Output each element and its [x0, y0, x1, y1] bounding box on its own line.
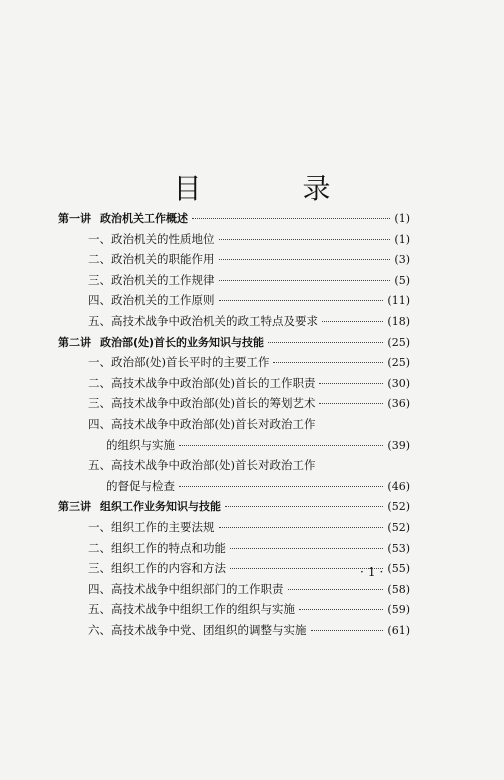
toc-chapter-entry: [58, 210, 410, 231]
toc-page-number: (52): [387, 520, 410, 534]
toc-section-entry: [58, 478, 410, 499]
toc-chapter-title: 政治部(处)首长的业务知识与技能: [100, 335, 265, 349]
toc-section-entry: [58, 622, 410, 643]
toc-entry-title: 二、高技术战争中政治部(处)首长的工作职责: [88, 375, 316, 390]
table-of-contents: [58, 210, 410, 642]
toc-page-number: (1): [394, 212, 410, 225]
toc-entry-title: 五、高技术战争中政治部(处)首长对政治工作: [88, 458, 316, 473]
toc-page-number: (59): [387, 603, 410, 617]
toc-section-entry: [58, 251, 410, 272]
toc-entry-title: 三、政治机关的工作规律: [88, 272, 215, 287]
toc-page-number: (53): [387, 541, 410, 555]
toc-section-entry: [58, 354, 410, 375]
toc-section-entry: [58, 416, 410, 437]
toc-section-entry: [58, 601, 410, 622]
dot-leader: [219, 527, 384, 528]
toc-chapter-title: 组织工作业务知识与技能: [100, 500, 221, 514]
toc-page-number: (52): [387, 500, 410, 514]
toc-entry-title: 一、政治机关的性质地位: [88, 231, 215, 246]
toc-section-entry: [58, 272, 410, 293]
toc-page-number: (58): [387, 582, 410, 596]
toc-page-number: (30): [387, 376, 410, 390]
toc-chapter-number: 第一讲: [58, 212, 91, 225]
toc-entry-title: 一、政治部(处)首长平时的主要工作: [88, 355, 270, 370]
toc-page-number: (39): [387, 438, 410, 452]
toc-entry-title: 一、组织工作的主要法规: [88, 519, 215, 534]
toc-page-number: (36): [387, 397, 410, 411]
dot-leader: [192, 218, 390, 219]
toc-chapter-entry: [58, 334, 410, 355]
toc-entry-title: 四、政治机关的工作原则: [88, 293, 215, 308]
toc-chapter-entry: [58, 498, 410, 519]
toc-section-entry: [58, 395, 410, 416]
dot-leader: [288, 589, 384, 590]
dot-leader: [319, 383, 383, 384]
dot-leader: [311, 630, 384, 631]
toc-section-entry: [58, 292, 410, 313]
toc-chapter-number: 第二讲: [58, 335, 91, 349]
toc-page-number: (46): [387, 479, 410, 493]
dot-leader: [322, 321, 383, 322]
dot-leader: [225, 506, 383, 507]
toc-page-number: (61): [387, 623, 410, 637]
toc-page-number: (18): [387, 314, 410, 328]
toc-section-entry: [58, 457, 410, 478]
toc-entry-title: 四、高技术战争中政治部(处)首长对政治工作: [88, 416, 316, 431]
toc-entry-title: 五、高技术战争中组织工作的组织与实施: [88, 602, 295, 617]
page-number: ·1·: [360, 565, 388, 579]
dot-leader: [319, 403, 383, 404]
toc-entry-title: 二、组织工作的特点和功能: [88, 540, 226, 555]
dot-leader: [179, 445, 383, 446]
toc-section-entry: [58, 437, 410, 458]
toc-entry-title: 三、组织工作的内容和方法: [88, 561, 226, 576]
toc-page-number: (1): [394, 232, 410, 246]
dot-leader: [273, 362, 383, 363]
dot-leader: [219, 259, 391, 260]
toc-section-entry: [58, 519, 410, 540]
toc-entry-title: 四、高技术战争中组织部门的工作职责: [88, 581, 284, 596]
toc-section-entry: [58, 313, 410, 334]
dot-leader: [179, 486, 383, 487]
toc-page-number: (11): [387, 294, 410, 308]
toc-section-entry: [58, 231, 410, 252]
toc-page-number: (25): [387, 356, 410, 370]
toc-entry-title: 三、高技术战争中政治部(处)首长的筹划艺术: [88, 396, 316, 411]
toc-section-entry: [58, 581, 410, 602]
dot-leader: [268, 342, 383, 343]
toc-chapter-title: 政治机关工作概述: [100, 212, 188, 225]
toc-page-number: (25): [387, 335, 410, 349]
dot-leader: [219, 300, 384, 301]
toc-section-entry: [58, 540, 410, 561]
toc-entry-title: 二、政治机关的职能作用: [88, 252, 215, 267]
toc-page-number: (3): [394, 253, 410, 267]
dot-leader: [219, 239, 391, 240]
toc-entry-title: 的督促与检查: [106, 478, 175, 493]
toc-entry-title: 六、高技术战争中党、团组织的调整与实施: [88, 622, 307, 637]
toc-entry-title: 的组织与实施: [106, 437, 175, 452]
toc-section-entry: [58, 560, 410, 581]
dot-leader: [219, 280, 391, 281]
dot-leader: [299, 609, 383, 610]
dot-leader: [230, 548, 383, 549]
toc-chapter-number: 第三讲: [58, 500, 91, 514]
toc-entry-title: 五、高技术战争中政治机关的政工特点及要求: [88, 313, 318, 328]
toc-page-number: (55): [387, 562, 410, 576]
toc-section-entry: [58, 375, 410, 396]
page-title: 目 录: [173, 171, 377, 205]
toc-page-number: (5): [394, 273, 410, 287]
